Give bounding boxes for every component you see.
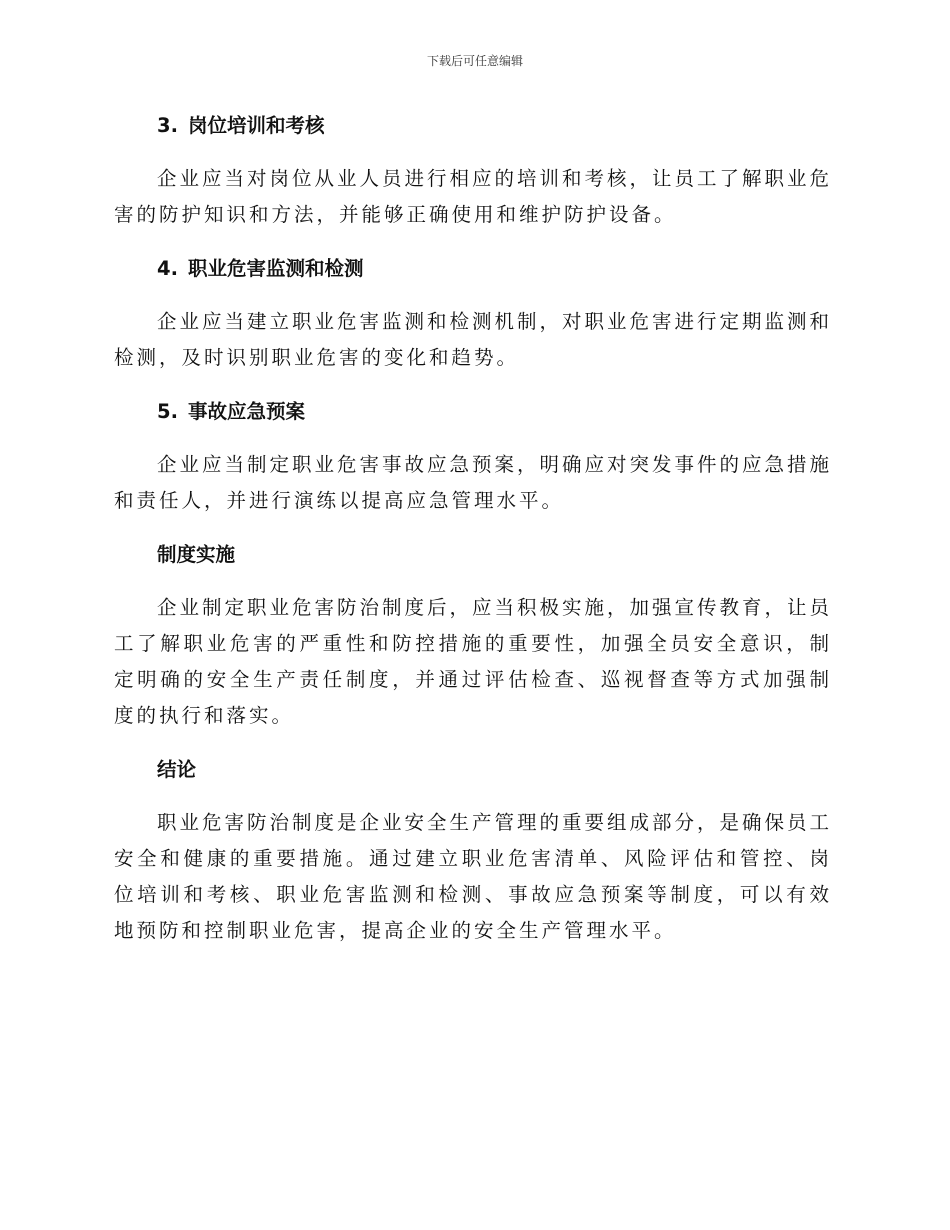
section-title: 岗位培训和考核 [187, 114, 325, 137]
section-heading-conclusion [114, 752, 832, 788]
section-paragraph-emergency: 企业应当制定职业危害事故应急预案，明确应对突发事件的应急措施和责任人，并进行演练以提高应急管理水平。 [114, 453, 833, 512]
section-heading-training [114, 108, 832, 144]
section-heading-monitoring [114, 251, 832, 287]
page-header: 下载后可任意编辑 [426, 54, 523, 68]
section-title: 事故应急预案 [187, 400, 305, 423]
section-paragraph-conclusion: 职业危害防治制度是企业安全生产管理的重要组成部分，是确保员工安全和健康的重要措施。通过建立职业危害清单、风险评估和管控、岗位培训和考核、职业危害监测和检测、事故应急预案等制度，可以有效地预防和控制职业危害，提高企业的安全生产管理水平。 [114, 811, 833, 942]
section-paragraph-training: 企业应当对岗位从业人员进行相应的培训和考核，让员工了解职业危害的防护知识和方法，并能够正确使用和维护防护设备。 [114, 167, 833, 226]
section-title: 制度实施 [157, 543, 236, 566]
section-heading-emergency [114, 394, 832, 430]
section-title: 职业危害监测和检测 [187, 257, 364, 280]
section-paragraph-implementation: 企业制定职业危害防治制度后，应当积极实施，加强宣传教育，让员工了解职业危害的严重性和防控措施的重要性，加强全员安全意识，制定明确的安全生产责任制度，并通过评估检查、巡视督查等方式加强制度的执行和落实。 [114, 596, 833, 727]
document-body [114, 108, 832, 949]
section-paragraph-monitoring: 企业应当建立职业危害监测和检测机制，对职业危害进行定期监测和检测，及时识别职业危害的变化和趋势。 [114, 310, 833, 369]
section-title: 结论 [157, 758, 197, 781]
section-number: 4. [157, 257, 178, 280]
section-number: 5. [157, 400, 178, 423]
section-number: 3. [157, 114, 178, 137]
section-heading-implementation [114, 537, 832, 573]
